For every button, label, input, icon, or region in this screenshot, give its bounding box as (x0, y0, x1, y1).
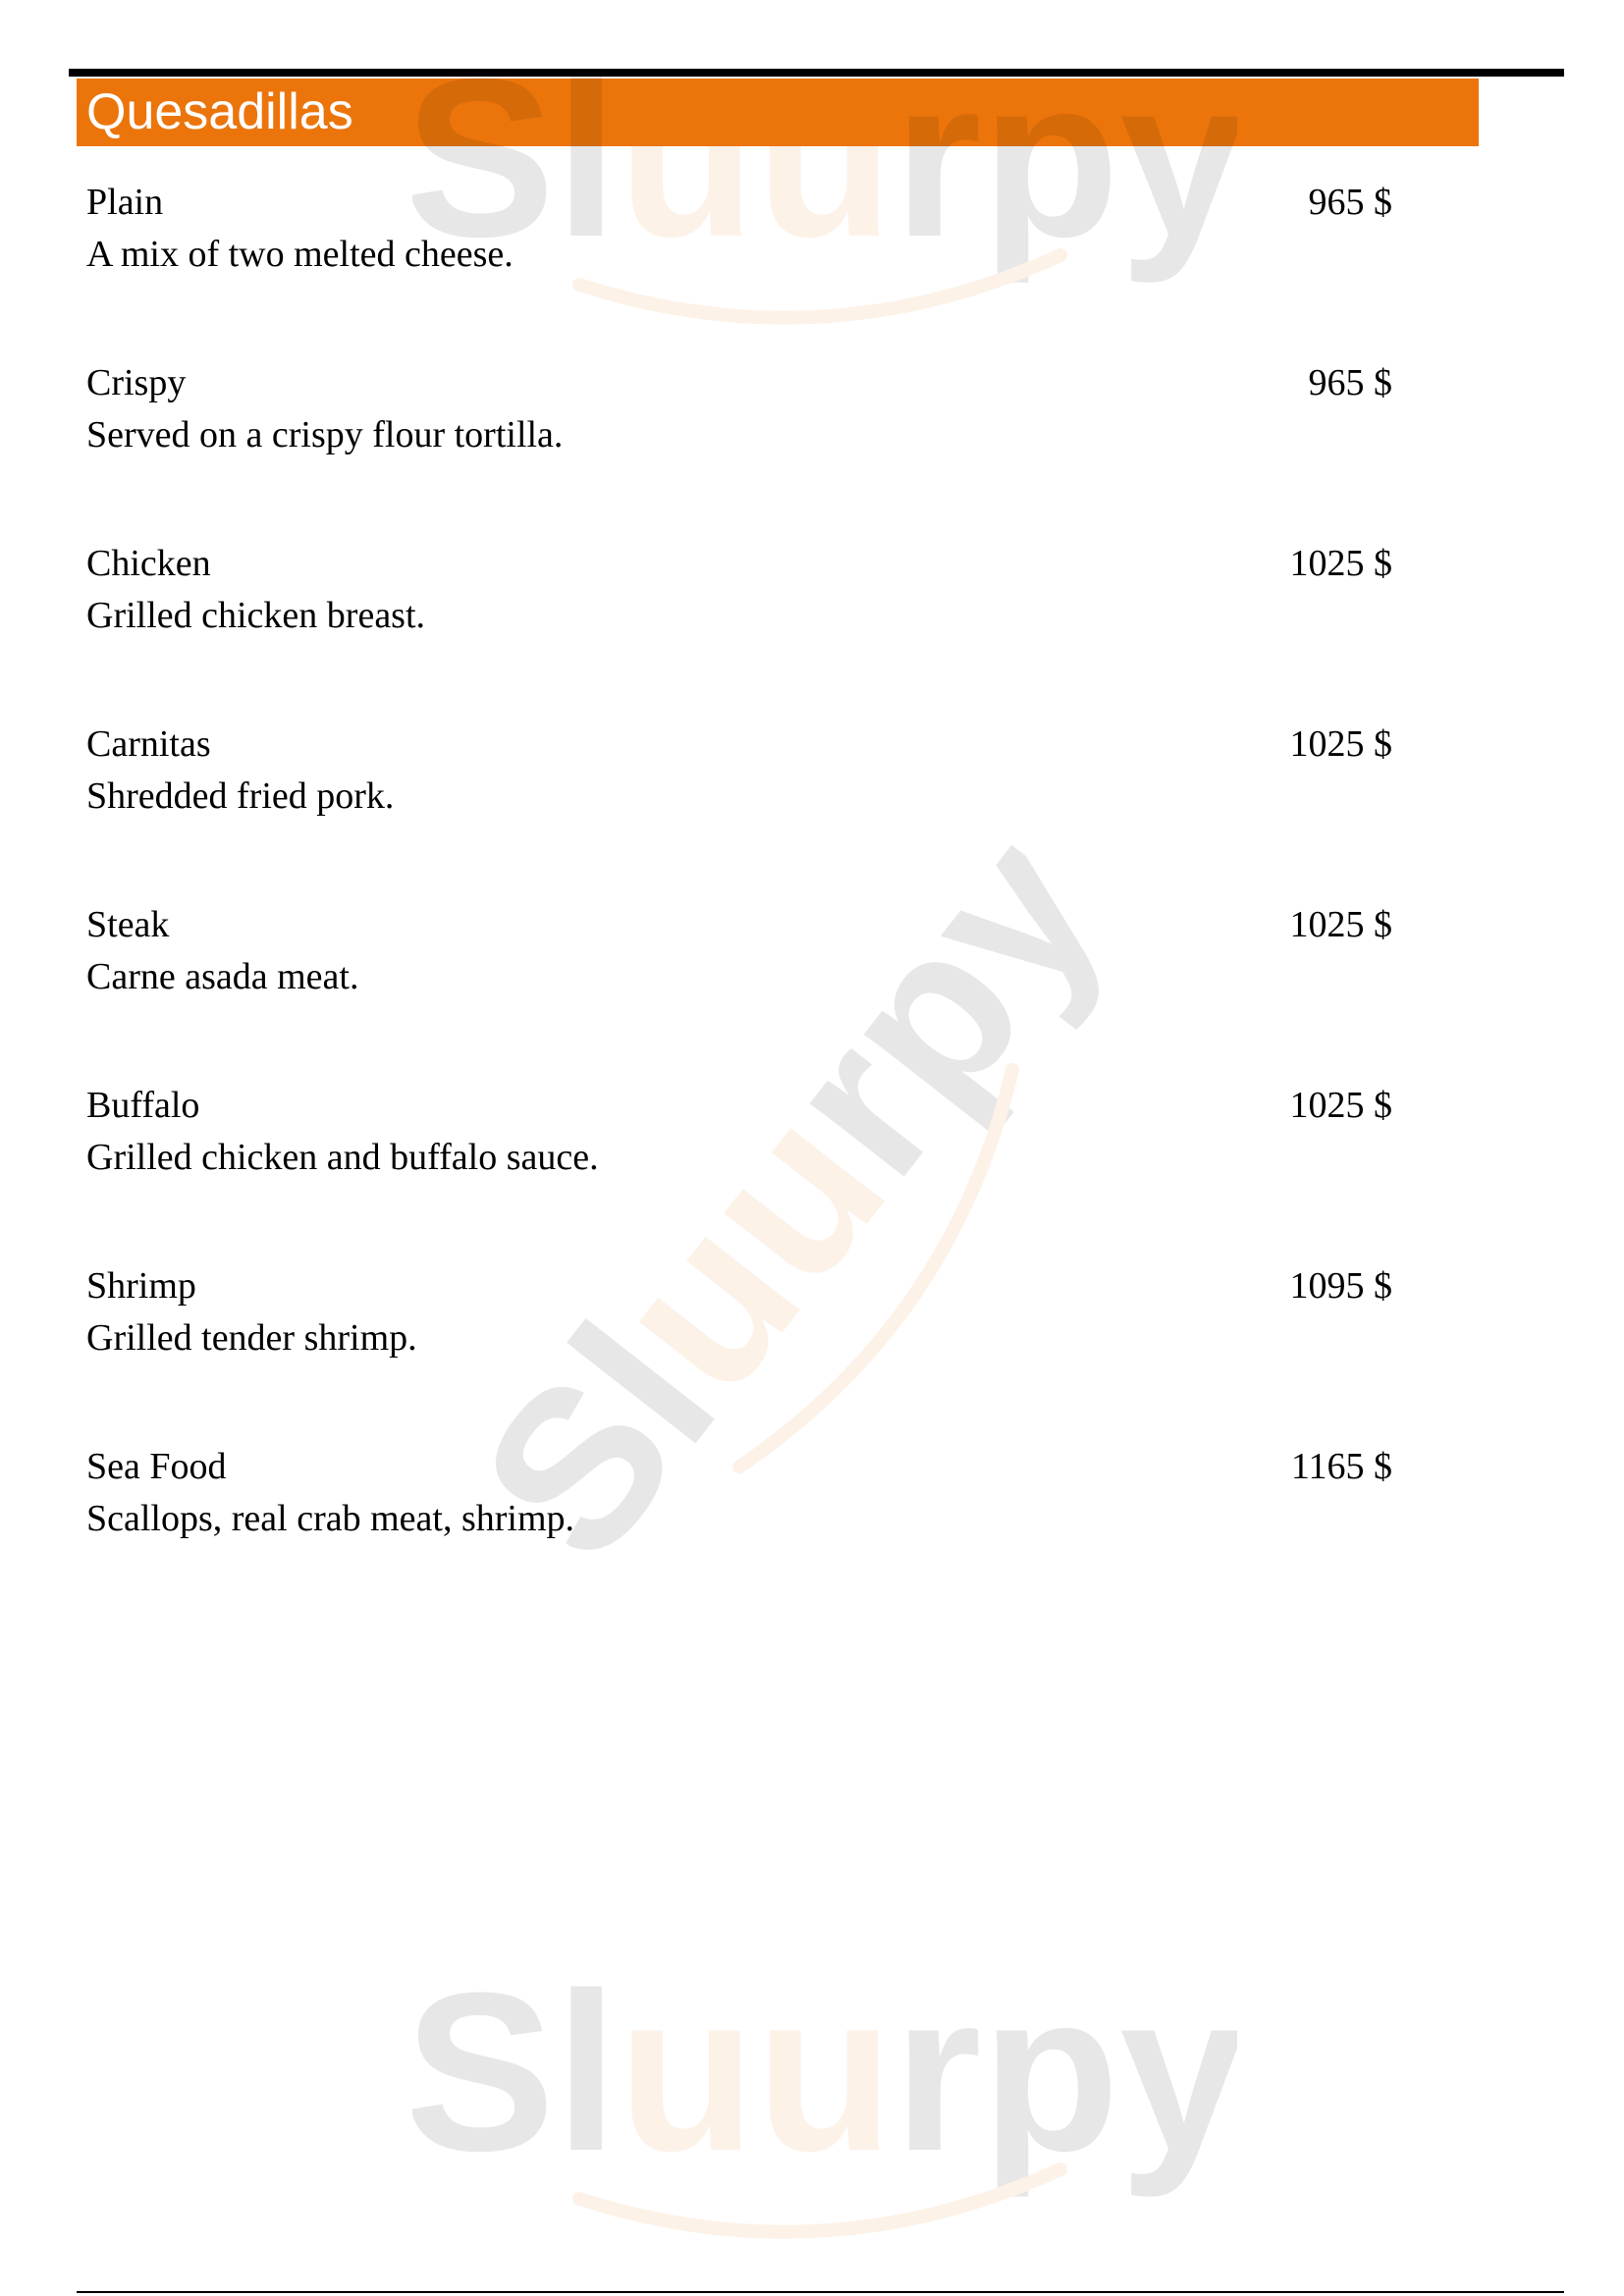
bottom-rule (77, 2291, 1564, 2293)
item-description: Grilled tender shrimp. (86, 1317, 417, 1359)
item-name: Buffalo (86, 1085, 200, 1126)
menu-list (86, 177, 1392, 1622)
item-price: 965 $ (1308, 182, 1392, 223)
svg-text:Sluurpy: Sluurpy (412, 1953, 1237, 2198)
menu-item (86, 1441, 1392, 1622)
item-name: Steak (86, 904, 170, 945)
item-description: Served on a crispy flour tortilla. (86, 414, 564, 455)
item-description: A mix of two melted cheese. (86, 234, 514, 275)
item-description: Shredded fried pork. (86, 775, 395, 817)
menu-item (86, 719, 1392, 899)
item-name: Carnitas (86, 723, 211, 765)
menu-item (86, 899, 1392, 1080)
svg-text:Sluurpy: Sluurpy (412, 39, 1237, 284)
item-price: 1025 $ (1289, 723, 1392, 765)
item-price: 1165 $ (1290, 1446, 1392, 1487)
item-description: Grilled chicken and buffalo sauce. (86, 1137, 599, 1178)
item-price: 1095 $ (1289, 1265, 1392, 1307)
item-price: 1025 $ (1289, 1085, 1392, 1126)
item-price: 1025 $ (1289, 904, 1392, 945)
menu-item (86, 1260, 1392, 1441)
item-name: Plain (86, 182, 164, 223)
item-description: Grilled chicken breast. (86, 595, 426, 636)
menu-item (86, 177, 1392, 357)
sluurpy-watermark-logo (412, 1953, 1237, 2277)
item-name: Shrimp (86, 1265, 196, 1307)
item-price: 965 $ (1308, 362, 1392, 403)
section-header (77, 79, 1479, 146)
section-title: Quesadillas (86, 83, 353, 140)
top-rule (69, 69, 1564, 77)
item-name: Crispy (86, 362, 187, 403)
item-price: 1025 $ (1289, 543, 1392, 584)
menu-item (86, 538, 1392, 719)
item-name: Sea Food (86, 1446, 227, 1487)
svg-text:Sluurpy: Sluurpy (443, 797, 1149, 1605)
item-description: Scallops, real crab meat, shrimp. (86, 1498, 575, 1539)
menu-item (86, 1080, 1392, 1260)
item-name: Chicken (86, 543, 211, 584)
item-description: Carne asada meat. (86, 956, 359, 997)
menu-item (86, 357, 1392, 538)
